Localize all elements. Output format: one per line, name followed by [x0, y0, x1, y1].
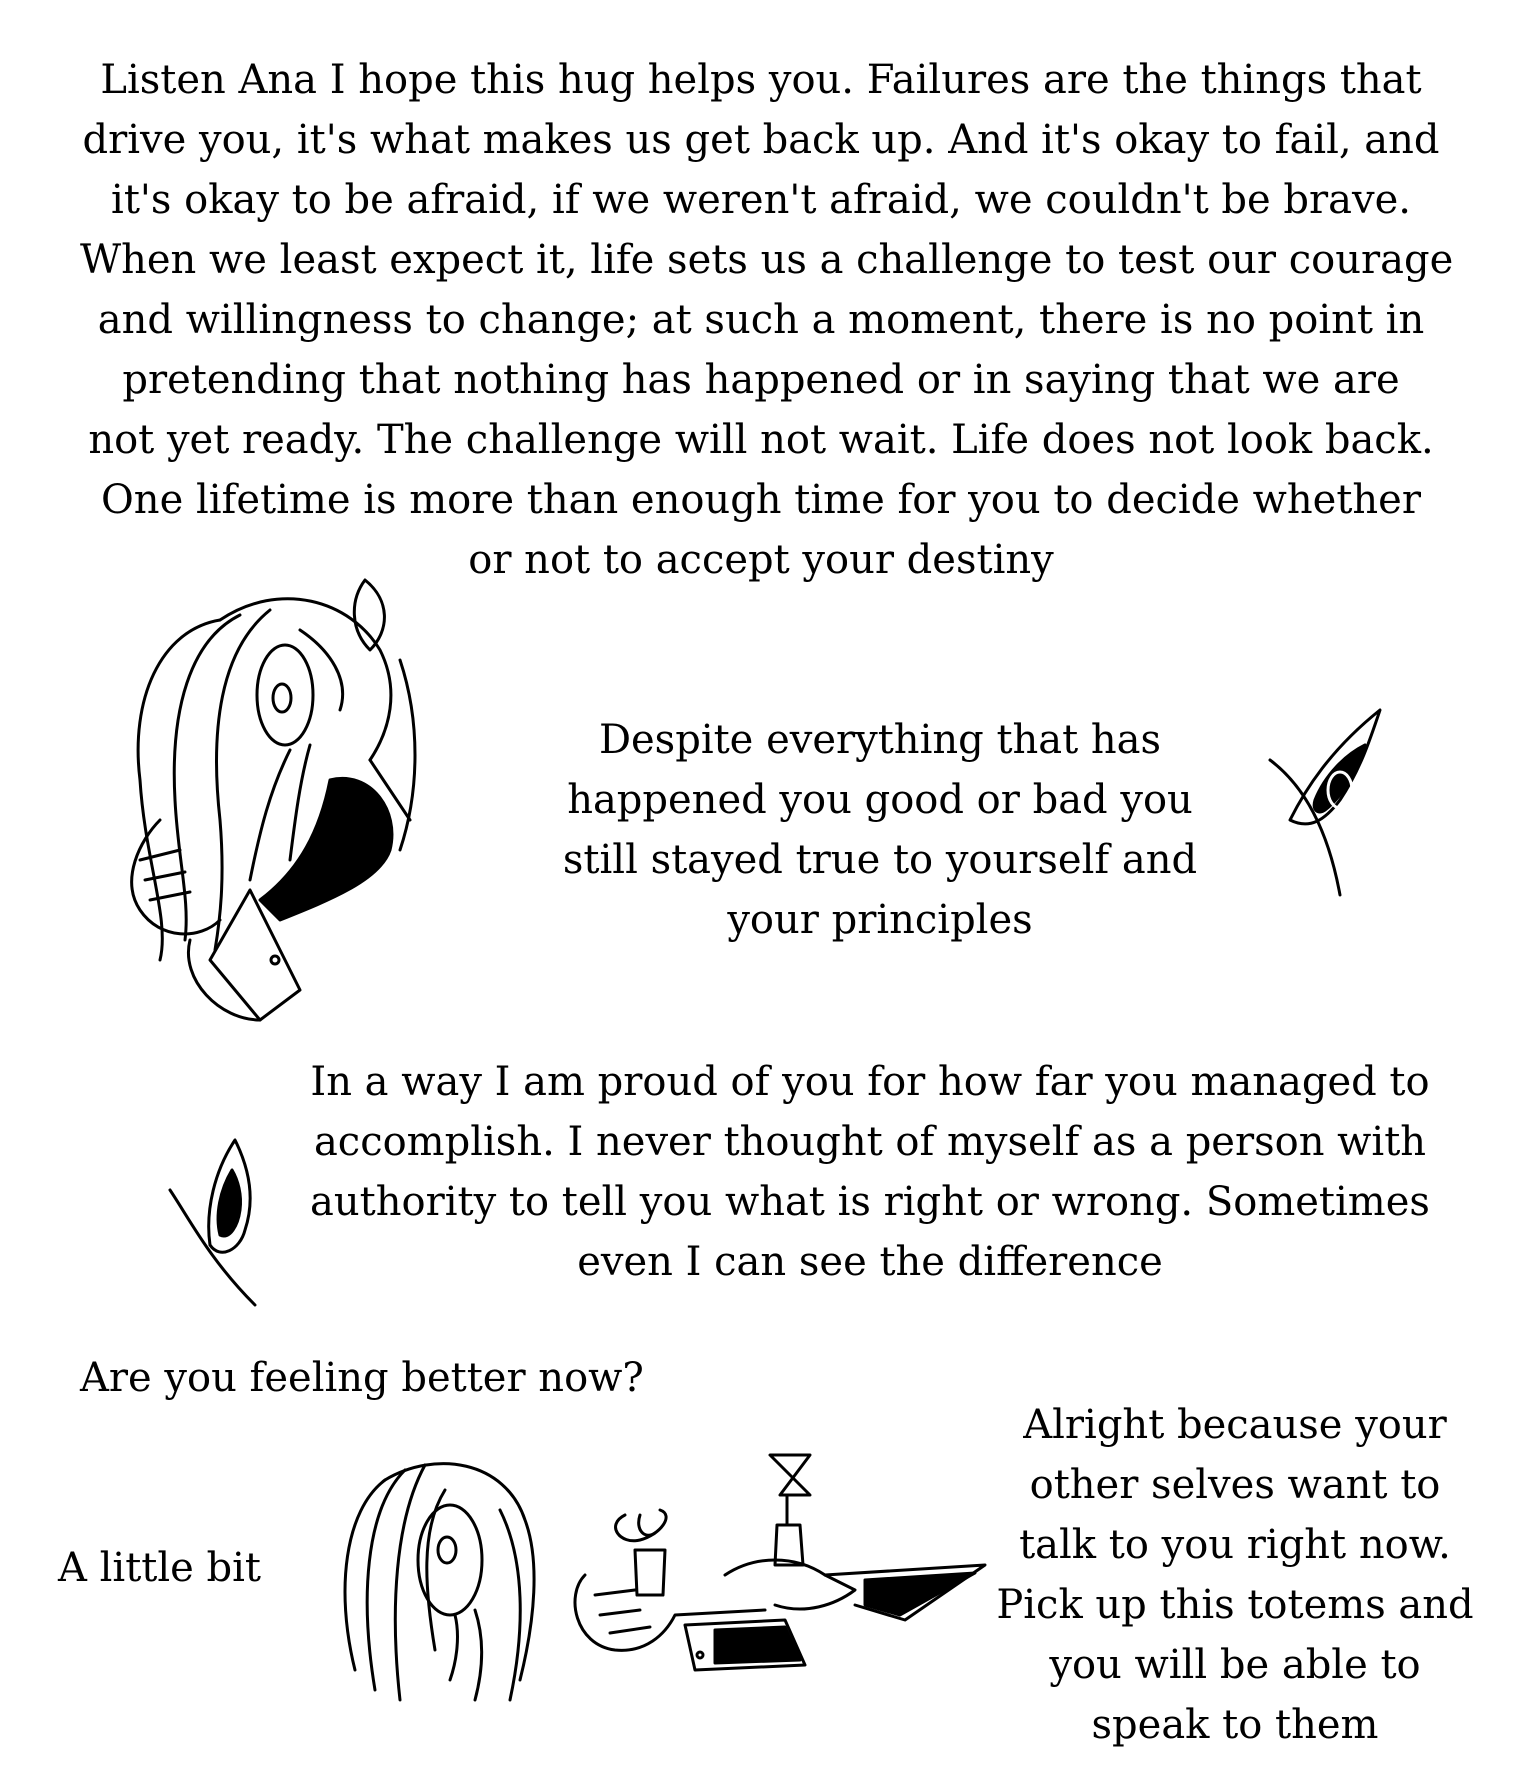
- proud-paragraph: [300, 1052, 1440, 1292]
- intro-line: One lifetime is more than enough time for you to decide whether: [101, 477, 1421, 523]
- despite-line: Despite everything that has: [598, 717, 1162, 763]
- intro-line: or not to accept your destiny: [468, 537, 1054, 583]
- proud-line: authority to tell you what is right or wrong. Sometimes: [310, 1179, 1430, 1225]
- hugging-figures-drawing: [100, 560, 430, 1030]
- eye-icon: [1270, 700, 1400, 900]
- alright-line: you will be able to: [1049, 1642, 1421, 1688]
- intro-line: Listen Ana I hope this hug helps you. Failures are the things that: [100, 57, 1422, 103]
- girl-head-drawing: [325, 1450, 555, 1720]
- proud-line: accomplish. I never thought of myself as a person with: [313, 1119, 1427, 1165]
- question-text: Are you feeling better now?: [80, 1355, 644, 1401]
- despite-line: still stayed true to yourself and: [562, 837, 1198, 883]
- alright-line: speak to them: [1091, 1702, 1379, 1748]
- totems-in-hands-drawing: [565, 1455, 985, 1685]
- despite-line: happened you good or bad you: [567, 777, 1193, 823]
- intro-line: it's okay to be afraid, if we weren't afraid, we couldn't be brave.: [111, 177, 1411, 223]
- alright-line: Pick up this totems and: [996, 1582, 1474, 1628]
- alright-line: other selves want to: [1029, 1462, 1441, 1508]
- intro-line: pretending that nothing has happened or in saying that we are: [122, 357, 1400, 403]
- intro-line: not yet ready. The challenge will not wait. Life does not look back.: [88, 417, 1434, 463]
- alright-line: Alright because your: [1023, 1402, 1447, 1448]
- alright-line: talk to you right now.: [1019, 1522, 1451, 1568]
- intro-paragraph: [80, 50, 1454, 590]
- proud-line: In a way I am proud of you for how far you managed to: [310, 1059, 1430, 1105]
- despite-line: your principles: [727, 897, 1033, 943]
- proud-line: even I can see the difference: [577, 1239, 1163, 1285]
- intro-line: When we least expect it, life sets us a challenge to test our courage: [80, 237, 1454, 283]
- despite-paragraph: [510, 710, 1250, 950]
- alright-paragraph: [980, 1395, 1490, 1755]
- eye-icon: [170, 1130, 270, 1310]
- intro-line: and willingness to change; at such a moment, there is no point in: [97, 297, 1425, 343]
- answer-text: A little bit: [58, 1545, 261, 1591]
- intro-line: drive you, it's what makes us get back up. And it's okay to fail, and: [82, 117, 1440, 163]
